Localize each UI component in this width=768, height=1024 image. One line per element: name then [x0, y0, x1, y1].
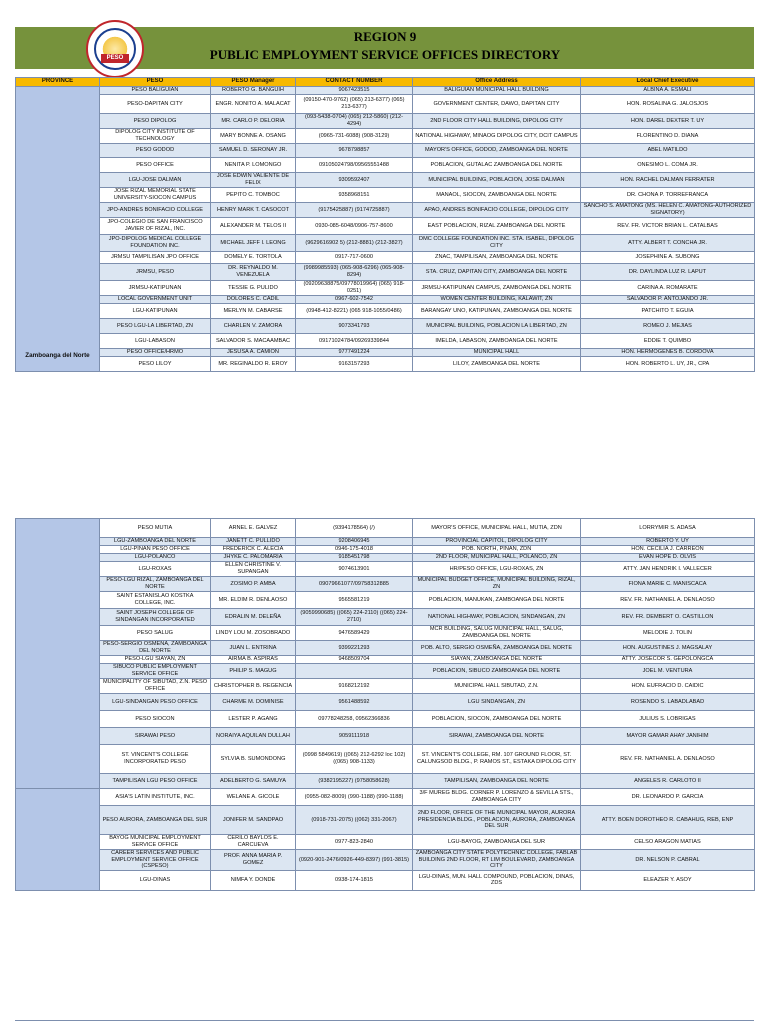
table-row — [16, 870, 755, 890]
region-title: REGION 9 — [353, 29, 417, 44]
table-row — [16, 679, 755, 694]
cell-local-chief-executive: ALBINA A. ESMALI — [581, 87, 755, 95]
cell-peso: PESO LGU-LA LIBERTAD, ZN — [100, 319, 211, 334]
table-row — [16, 641, 755, 656]
cell-contact-number: (9059990685) ((065) 224-2110) ((065) 224-2710) — [296, 609, 413, 626]
cell-contact-number — [296, 664, 413, 679]
cell-peso-manager: NENITA P. LOMONGO — [211, 158, 296, 173]
cell-contact-number: 0938-174-1815 — [296, 870, 413, 890]
table-row — [16, 850, 755, 871]
cell-contact-number: 9074613901 — [296, 562, 413, 577]
cell-contact-number: (0998 5849619) ((065) 212-6292 loc 102) ((065) 908-1133) — [296, 745, 413, 774]
cell-peso-manager: ALEXANDER M. TELOS II — [211, 218, 296, 235]
cell-peso: ST. VINCENT'S COLLEGE INCORPORATED PESO — [100, 745, 211, 774]
cell-contact-number: (09209638875/09778019964) (065) 918-0251) — [296, 281, 413, 296]
table-row — [16, 577, 755, 592]
table-row — [16, 562, 755, 577]
cell-contact-number: (093-5438-0704) (065) 212-5860) (212-4294) — [296, 114, 413, 129]
cell-contact-number: (9175425887) (9174725887) — [296, 203, 413, 218]
cell-local-chief-executive: REV. FR. VICTOR BRIAN L. CATALBAS — [581, 218, 755, 235]
cell-local-chief-executive: PATCHITO T. EGUIA — [581, 304, 755, 319]
cell-local-chief-executive: SALVADOR P. ANTOJANDO JR. — [581, 296, 755, 304]
table-row — [16, 173, 755, 188]
cell-office-address: POBLACION, GUTALAC ZAMBOANGA DEL NORTE — [413, 158, 581, 173]
cell-local-chief-executive: ABEL MATILDO — [581, 144, 755, 158]
cell-peso-manager: DOLORES C. CADIL — [211, 296, 296, 304]
table-row — [16, 144, 755, 158]
cell-contact-number: (0920-901-2476/0926-449-8397) (991-3815) — [296, 850, 413, 871]
cell-peso: PESO OFFICE — [100, 158, 211, 173]
cell-office-address: STA. CRUZ, DAPITAN CITY, ZAMBOANGA DEL NORTE — [413, 264, 581, 281]
cell-contact-number: 0967-602-7542 — [296, 296, 413, 304]
cell-local-chief-executive: ELEAZER Y. ASOY — [581, 870, 755, 890]
cell-contact-number: 9399221293 — [296, 641, 413, 656]
cell-contact-number: (9989985593) (065-908-6296) (065-908-8294) — [296, 264, 413, 281]
table-row — [16, 711, 755, 728]
cell-contact-number: 9067423515 — [296, 87, 413, 95]
column-header-peso-manager: PESO Manager — [211, 78, 296, 87]
cell-local-chief-executive: ONESIMO L. COMA JR. — [581, 158, 755, 173]
cell-peso: LGU-KATIPUNAN — [100, 304, 211, 319]
cell-contact-number: (9382195227) (9758058628) — [296, 774, 413, 789]
cell-peso-manager: ENGR. NONITO A. MALACAT — [211, 95, 296, 114]
cell-contact-number: (0918-731-2075) ((062) 331-2067) — [296, 806, 413, 835]
table-row — [16, 357, 755, 372]
cell-contact-number: 9059111918 — [296, 728, 413, 745]
cell-office-address: LGU SINDANGAN, ZN — [413, 694, 581, 711]
cell-peso-manager: NORAIYA AQUILAN DULLAH — [211, 728, 296, 745]
cell-local-chief-executive: HON. CECILIA J. CARREON — [581, 546, 755, 554]
cell-peso-manager: LINDY LOU M. ZOSOBRADO — [211, 626, 296, 641]
cell-local-chief-executive: JOEL M. VENTURA — [581, 664, 755, 679]
province-cell — [16, 519, 100, 789]
cell-contact-number: 9476589429 — [296, 626, 413, 641]
column-header-peso: PESO — [100, 78, 211, 87]
cell-office-address: ST. VINCENT'S COLLEGE, RM. 107 GROUND FLOOR, ST. CALUNGSOD BLDG., P. RAMOS ST., ESTAKA DIPOLOG CITY — [413, 745, 581, 774]
cell-office-address: BALIGUIAN MUNICIPAL HALL BUILDING — [413, 87, 581, 95]
cell-office-address: IMELDA, LABASON, ZAMBOANGA DEL NORTE — [413, 334, 581, 349]
cell-local-chief-executive: ROSENDO S. LABADLABAD — [581, 694, 755, 711]
cell-contact-number: 9168212192 — [296, 679, 413, 694]
cell-peso-manager: SALVADOR S. MACAAMBAC — [211, 334, 296, 349]
cell-office-address: BARANGAY UNO, KATIPUNAN, ZAMBOANGA DEL NORTE — [413, 304, 581, 319]
cell-peso: PESO BALIGUIAN — [100, 87, 211, 95]
cell-local-chief-executive: ROMEO J. MEJIAS — [581, 319, 755, 334]
cell-office-address: MAYOR'S OFFICE, GODOD, ZAMBOANGA DEL NORTE — [413, 144, 581, 158]
cell-peso: CAREER SERVICES AND PUBLIC EMPLOYMENT SERVICE OFFICE (CSPESO) — [100, 850, 211, 871]
cell-peso: PESO GODOD — [100, 144, 211, 158]
cell-office-address: ZNAC, TAMPILISAN, ZAMBOANGA DEL NORTE — [413, 252, 581, 264]
table-row — [16, 304, 755, 319]
table-row — [16, 95, 755, 114]
directory-table — [15, 518, 755, 891]
cell-peso-manager: MR. REGINALDO R. EROY — [211, 357, 296, 372]
cell-office-address: MAYOR'S OFFICE, MUNICIPAL HALL, MUTIA, ZDN — [413, 519, 581, 538]
cell-local-chief-executive: HON. HERMOGENES B. CORDOVA — [581, 349, 755, 357]
directory-table-page-2 — [15, 518, 754, 891]
cell-local-chief-executive: HON. ROSALINA G. JALOSJOS — [581, 95, 755, 114]
table-row — [16, 114, 755, 129]
cell-peso-manager: ELLEN CHRISTINE V. SUPANGAN — [211, 562, 296, 577]
table-row — [16, 694, 755, 711]
cell-contact-number: 9561488592 — [296, 694, 413, 711]
cell-peso: PESO-SERGIO OSMEÑA, ZAMBOANGA DEL NORTE — [100, 641, 211, 656]
cell-peso-manager: ADELBERTO G. SAMUYA — [211, 774, 296, 789]
cell-contact-number: (0955-082-8009) (990-1188) (990-1188) — [296, 789, 413, 806]
cell-peso: JRMSU TAMPILISAN JPO OFFICE — [100, 252, 211, 264]
cell-peso-manager: SAMUEL D. SERONAY JR. — [211, 144, 296, 158]
column-header-province: PROVINCE — [16, 78, 100, 87]
table-row — [16, 296, 755, 304]
table-row — [16, 218, 755, 235]
cell-local-chief-executive: ROBERTO Y. UY — [581, 538, 755, 546]
cell-peso: LGU-JOSE DALMAN — [100, 173, 211, 188]
cell-office-address: 3/F MUREG BLDG. CORNER P. LORENZO & SEVILLA STS., ZAMBOANGA CITY — [413, 789, 581, 806]
cell-peso: JRMSU, PESO — [100, 264, 211, 281]
cell-local-chief-executive: HON. EUFRACIO D. CAIDIC — [581, 679, 755, 694]
cell-peso-manager: JOSE EDWIN VALIENTE DE FELIX — [211, 173, 296, 188]
cell-local-chief-executive: SANCHO S. AMATONG (MS. HELEN C. AMATONG-AUTHORIZED SIGNATORY) — [581, 203, 755, 218]
cell-contact-number: 9208406945 — [296, 538, 413, 546]
cell-local-chief-executive: DR. LEONARDO P. GARCIA — [581, 789, 755, 806]
cell-office-address: MUNICIPAL BUILDING, POBLACION, JOSE DALMAN — [413, 173, 581, 188]
cell-peso-manager: AIRMA B. ASPIRAS — [211, 656, 296, 664]
cell-contact-number: 9777491224 — [296, 349, 413, 357]
cell-peso: PESO AURORA, ZAMBOANGA DEL SUR — [100, 806, 211, 835]
province-cell — [16, 789, 100, 891]
cell-peso-manager: JUAN L. ENTRINA — [211, 641, 296, 656]
logo-ring — [94, 28, 136, 70]
table-row — [16, 158, 755, 173]
cell-contact-number: 9678798857 — [296, 144, 413, 158]
cell-contact-number: 9073341793 — [296, 319, 413, 334]
table-row — [16, 281, 755, 296]
cell-peso: PESO-DAPITAN CITY — [100, 95, 211, 114]
cell-office-address: POBLACION, SIBUCO ZAMBOANGA DEL NORTE — [413, 664, 581, 679]
cell-contact-number: 0977-823-2840 — [296, 835, 413, 850]
table-row — [16, 519, 755, 538]
cell-peso-manager: DR. REYNALDO M. VENEZUELA — [211, 264, 296, 281]
table-row — [16, 592, 755, 609]
table-row — [16, 609, 755, 626]
cell-peso-manager: PHILIP S. MAGUG — [211, 664, 296, 679]
table-row — [16, 806, 755, 835]
cell-peso: PESO MUTIA — [100, 519, 211, 538]
cell-office-address: GOVERNMENT CENTER, DAWO, DAPITAN CITY — [413, 95, 581, 114]
cell-peso: PESO DIPOLOG — [100, 114, 211, 129]
cell-local-chief-executive: DR. CHONA P. TORREFRANCA — [581, 188, 755, 203]
cell-peso-manager: LESTER P. AGANG — [211, 711, 296, 728]
cell-local-chief-executive: HON. DAREL DEXTER T. UY — [581, 114, 755, 129]
cell-local-chief-executive: DR. NELSON P. CABRAL — [581, 850, 755, 871]
cell-contact-number: 0917-717-0600 — [296, 252, 413, 264]
table-header-row — [16, 78, 755, 87]
cell-office-address: MUNICIPAL BUILDING, POBLACION LA LIBERTAD, ZN — [413, 319, 581, 334]
cell-peso-manager: JANETT C. PULLIDO — [211, 538, 296, 546]
cell-office-address: MUNICIPAL BUDGET OFFICE, MUNICIPAL BUILDING, RIZAL, ZN — [413, 577, 581, 592]
cell-peso-manager: FREDERICK C. ALECIA — [211, 546, 296, 554]
table-row — [16, 774, 755, 789]
cell-peso: PESO LILOY — [100, 357, 211, 372]
cell-office-address: NATIONAL HIGHWAY, MINAOG DIPOLOG CITY, DCIT CAMPUS — [413, 129, 581, 144]
cell-office-address: APAO, ANDRES BONIFACIO COLLEGE, DIPOLOG CITY — [413, 203, 581, 218]
cell-peso: JOSE RIZAL MEMORIAL STATE UNIVERSITY-SIOCON CAMPUS — [100, 188, 211, 203]
table-row — [16, 129, 755, 144]
cell-peso-manager: MERLYN M. CABARSE — [211, 304, 296, 319]
cell-peso: TAMPILISAN LGU PESO OFFICE — [100, 774, 211, 789]
cell-peso-manager: ROBERTO G. BANGUIH — [211, 87, 296, 95]
cell-contact-number: 09079661077/09758312885 — [296, 577, 413, 592]
cell-office-address: 2ND FLOOR CITY HALL BUILDING, DIPOLOG CITY — [413, 114, 581, 129]
cell-contact-number: 9565581219 — [296, 592, 413, 609]
cell-contact-number: (09150-470-9762) (065) 213-6377) (065) 213-6377) — [296, 95, 413, 114]
page-title: PUBLIC EMPLOYMENT SERVICE OFFICES DIRECTORY — [209, 47, 561, 62]
table-row — [16, 264, 755, 281]
cell-peso-manager: ARNEL E. GALVEZ — [211, 519, 296, 538]
cell-local-chief-executive: HON. AUGUSTINES J. MAGSALAY — [581, 641, 755, 656]
cell-contact-number: 0946-175-4018 — [296, 546, 413, 554]
cell-local-chief-executive: EVAN HOPE D. OLVIS — [581, 554, 755, 562]
cell-local-chief-executive: FIONA MARIE C. MANISCACA — [581, 577, 755, 592]
cell-contact-number: 9163157293 — [296, 357, 413, 372]
cell-peso-manager: EDRALIN M. DELEÑA — [211, 609, 296, 626]
cell-peso-manager: CHRISTOPHER B. REGENCIA — [211, 679, 296, 694]
cell-peso-manager: JHYKE C. PALOMARIA — [211, 554, 296, 562]
cell-office-address: TAMPILISAN, ZAMBOANGA DEL NORTE — [413, 774, 581, 789]
cell-office-address: SIRAWAI, ZAMBOANGA DEL NORTE — [413, 728, 581, 745]
cell-contact-number: 9185451798 — [296, 554, 413, 562]
cell-office-address: LGU-DINAS, MUN. HALL COMPOUND, POBLACION, DINAS, ZDS — [413, 870, 581, 890]
column-header-office-address: Office Address — [413, 78, 581, 87]
cell-peso-manager: HENRY MARK T. CASOCOT — [211, 203, 296, 218]
cell-local-chief-executive: EDDIE T. QUIMBO — [581, 334, 755, 349]
cell-contact-number: (9394178564) (/) — [296, 519, 413, 538]
cell-office-address: EAST POBLACION, RIZAL ZAMBOANGA DEL NORTE — [413, 218, 581, 235]
table-row — [16, 203, 755, 218]
cell-local-chief-executive: ATTY. JAN HENDRIK I. VALLECER — [581, 562, 755, 577]
cell-peso-manager: MR. CARLO P. DELORIA — [211, 114, 296, 129]
next-page-edge — [15, 1020, 754, 1024]
table-row — [16, 745, 755, 774]
cell-office-address: MANAOL, SIOCON, ZAMBOANGA DEL NORTE — [413, 188, 581, 203]
cell-peso: PESO SIOCON — [100, 711, 211, 728]
logo-text: PESO — [101, 54, 129, 63]
cell-office-address: NATIONAL HIGHWAY, POBLACION, SINDANGAN, ZN — [413, 609, 581, 626]
cell-peso-manager: NIMFA Y. DONDE — [211, 870, 296, 890]
cell-office-address: HR/PESO OFFICE, LGU-ROXAS, ZN — [413, 562, 581, 577]
cell-peso: LGU-DINAS — [100, 870, 211, 890]
column-header-contact-number: CONTACT NUMBER — [296, 78, 413, 87]
cell-contact-number: 09778248258, 09562366836 — [296, 711, 413, 728]
table-row — [16, 188, 755, 203]
cell-contact-number: 9468509704 — [296, 656, 413, 664]
cell-peso: LGU-ZAMBOANGA DEL NORTE — [100, 538, 211, 546]
cell-peso-manager: PROF. ANNA MARIA P. GOMEZ — [211, 850, 296, 871]
table-row — [16, 656, 755, 664]
cell-office-address: MUNICIPAL HALL SIBUTAD, Z.N. — [413, 679, 581, 694]
cell-office-address: LILOY, ZAMBOANGA DEL NORTE — [413, 357, 581, 372]
cell-peso: PESO-LGU SIAYAN, ZN — [100, 656, 211, 664]
table-row — [16, 835, 755, 850]
cell-contact-number: 09171024784/09269339844 — [296, 334, 413, 349]
cell-local-chief-executive: FLORENTINO D. DIANA — [581, 129, 755, 144]
cell-office-address: ZAMBOANGA CITY STATE POLYTECHNIC COLLEGE, FABLAB BUILDING 2ND FLOOR, RT LIM BOULEVARD, ZAMBOANGA CITY — [413, 850, 581, 871]
table-row — [16, 334, 755, 349]
cell-peso: MUNICIPALITY OF SIBUTAD, Z.N. PESO OFFICE — [100, 679, 211, 694]
cell-peso: LGU-PIÑAN PESO OFFICE — [100, 546, 211, 554]
table-row — [16, 626, 755, 641]
cell-local-chief-executive: DR. DAYLINDA LUZ R. LAPUT — [581, 264, 755, 281]
cell-local-chief-executive: MAYOR GAMAR AHAY JANIHIM — [581, 728, 755, 745]
cell-local-chief-executive: REV. FR. NATHANIEL A. DENLAOSO — [581, 745, 755, 774]
cell-peso: LGU-POLANCO — [100, 554, 211, 562]
cell-local-chief-executive: HON. ROBERTO L. UY, JR., CPA — [581, 357, 755, 372]
cell-peso: PESO SALUG — [100, 626, 211, 641]
column-header-local-chief-executive: Local Chief Executive — [581, 78, 755, 87]
cell-peso-manager: SYLVIA B. SUMONDONG — [211, 745, 296, 774]
cell-office-address: POB. NORTH, PIÑAN, ZDN — [413, 546, 581, 554]
cell-peso: JPO-ANDRES BONIFACIO COLLEGE — [100, 203, 211, 218]
cell-peso: ASIA'S LATIN INSTITUTE, INC. — [100, 789, 211, 806]
cell-peso-manager: DOMELY E. TORTOLA — [211, 252, 296, 264]
cell-peso-manager: MICHAEL JEFF I. LEONG — [211, 235, 296, 252]
cell-office-address: 2ND FLOOR, MUNICIPAL HALL, POLANCO, ZN — [413, 554, 581, 562]
cell-office-address: POB. ALTO, SERGIO OSMEÑA, ZAMBOANGA DEL NORTE — [413, 641, 581, 656]
cell-peso: SIRAWAI PESO — [100, 728, 211, 745]
cell-peso-manager: MARY BONNE A. OSANG — [211, 129, 296, 144]
cell-office-address: SIAYAN, ZAMBOANGA DEL NORTE — [413, 656, 581, 664]
table-row — [16, 538, 755, 546]
cell-local-chief-executive: ATTY. ALBERT T. CONCHA JR. — [581, 235, 755, 252]
cell-peso: SIBUCO PUBLIC EMPLOYMENT SERVICE OFFICE — [100, 664, 211, 679]
cell-local-chief-executive: HON. RACHEL DALMAN FERRATER — [581, 173, 755, 188]
cell-peso: JPO-COLEGIO DE SAN FRANCISCO JAVIER OF RIZAL, INC. — [100, 218, 211, 235]
cell-office-address: PROVINCIAL CAPITOL, DIPOLOG CITY — [413, 538, 581, 546]
cell-office-address: POBLACION, SIOCON, ZAMBOANGA DEL NORTE — [413, 711, 581, 728]
cell-peso: DIPOLOG CITY INSTITUTE OF TECHNOLOGY — [100, 129, 211, 144]
cell-contact-number: 9309592407 — [296, 173, 413, 188]
table-row — [16, 349, 755, 357]
cell-office-address: 2ND FLOOR, OFFICE OF THE MUNICIPAL MAYOR, AURORA PRESIDENCIA BLDG., POBLACION, AURORA, ZAMBOANGA DEL SUR — [413, 806, 581, 835]
cell-contact-number: (9629616902 5) (212-8881) (212-3827) — [296, 235, 413, 252]
table-row — [16, 319, 755, 334]
cell-contact-number: (0965-731-6088) (908-3129) — [296, 129, 413, 144]
cell-peso-manager: CHARLEN V. ZAMORA — [211, 319, 296, 334]
cell-peso-manager: TESSIE G. PULIDO — [211, 281, 296, 296]
cell-peso: PESO-LGU RIZAL, ZAMBOANGA DEL NORTE — [100, 577, 211, 592]
cell-local-chief-executive: ANGELES R. CARLOTO II — [581, 774, 755, 789]
directory-table-page-1 — [15, 77, 754, 372]
cell-local-chief-executive: LORRYMIR S. ADASA — [581, 519, 755, 538]
cell-office-address: MUNICIPAL HALL — [413, 349, 581, 357]
cell-peso-manager: ZOSIMO P. AMBA — [211, 577, 296, 592]
table-row — [16, 546, 755, 554]
cell-peso: PESO OFFICE/HRMO — [100, 349, 211, 357]
cell-peso: SAINT JOSEPH COLLEGE OF SINDANGAN INCORPORATED — [100, 609, 211, 626]
cell-contact-number: 09105024798/09565551488 — [296, 158, 413, 173]
cell-office-address: DMC COLLEGE FOUNDATION INC. STA. ISABEL, DIPOLOG CITY — [413, 235, 581, 252]
cell-local-chief-executive: JOSEPHINE A. SUBONG — [581, 252, 755, 264]
cell-peso-manager: JESUSA A. CAMION — [211, 349, 296, 357]
cell-peso: BAYOG MUNICIPAL EMPLOYMENT SERVICE OFFICE — [100, 835, 211, 850]
cell-peso: JRMSU-KATIPUNAN — [100, 281, 211, 296]
table-row — [16, 87, 755, 95]
cell-local-chief-executive: JULIUS S. LOBRIGAS — [581, 711, 755, 728]
cell-local-chief-executive: CELSO ARAGON MATIAS — [581, 835, 755, 850]
cell-peso-manager: CERILO BAYLOS E. CARCUEVA — [211, 835, 296, 850]
cell-local-chief-executive: REV. FR. NATHANIEL A. DENLAOSO — [581, 592, 755, 609]
cell-peso: LGU-SINDANGAN PESO OFFICE — [100, 694, 211, 711]
cell-local-chief-executive: REV. FR. DEMBERT O. CASTILLON — [581, 609, 755, 626]
cell-local-chief-executive: MELODIE J. TOLIN — [581, 626, 755, 641]
cell-peso-manager: PEPITO C. TOMBOC — [211, 188, 296, 203]
cell-peso-manager: JONIFER M. SANDPAO — [211, 806, 296, 835]
cell-local-chief-executive: CARINA A. ROMARATE — [581, 281, 755, 296]
cell-peso: LGU-ROXAS — [100, 562, 211, 577]
cell-peso-manager: CHARME M. DOMINISE — [211, 694, 296, 711]
cell-peso: LOCAL GOVERNMENT UNIT — [100, 296, 211, 304]
cell-local-chief-executive: ATTY. BOEN DOROTHEO R. CABAHUG, REB, ENP — [581, 806, 755, 835]
cell-local-chief-executive: ATTY. JOSECOR S. GEPOLONGCA — [581, 656, 755, 664]
cell-office-address: WOMEN CENTER BUILDING, KALAWIT, ZN — [413, 296, 581, 304]
table-row — [16, 789, 755, 806]
cell-contact-number: 9358968151 — [296, 188, 413, 203]
cell-office-address: LGU-BAYOG, ZAMBOANGA DEL SUR — [413, 835, 581, 850]
cell-peso-manager: WELANE A. GICOLE — [211, 789, 296, 806]
table-row — [16, 252, 755, 264]
peso-logo-icon — [86, 20, 144, 78]
cell-peso: SAINT ESTANISLAO KOSTKA COLLEGE, INC. — [100, 592, 211, 609]
province-cell: Zamboanga del Norte — [16, 87, 100, 372]
cell-peso: LGU-LABASON — [100, 334, 211, 349]
directory-table — [15, 77, 755, 372]
table-row — [16, 554, 755, 562]
table-row — [16, 728, 755, 745]
cell-office-address: POBLACION, MANUKAN, ZAMBOANGA DEL NORTE — [413, 592, 581, 609]
cell-office-address: MCR BUILDING, SALUG MUNICIPAL HALL, SALUG, ZAMBOANGA DEL NORTE — [413, 626, 581, 641]
cell-peso: JPO-DIPOLOG MEDICAL COLLEGE FOUNDATION INC. — [100, 235, 211, 252]
cell-contact-number: (0948-412-8221) (065 918-1055/0486) — [296, 304, 413, 319]
cell-office-address: JRMSU-KATIPUNAN CAMPUS, ZAMBOANGA DEL NORTE — [413, 281, 581, 296]
table-row — [16, 664, 755, 679]
cell-contact-number: 0930-085-6048/0906-757-8600 — [296, 218, 413, 235]
table-row — [16, 235, 755, 252]
cell-peso-manager: MR. ELDIM R. DENLAOSO — [211, 592, 296, 609]
